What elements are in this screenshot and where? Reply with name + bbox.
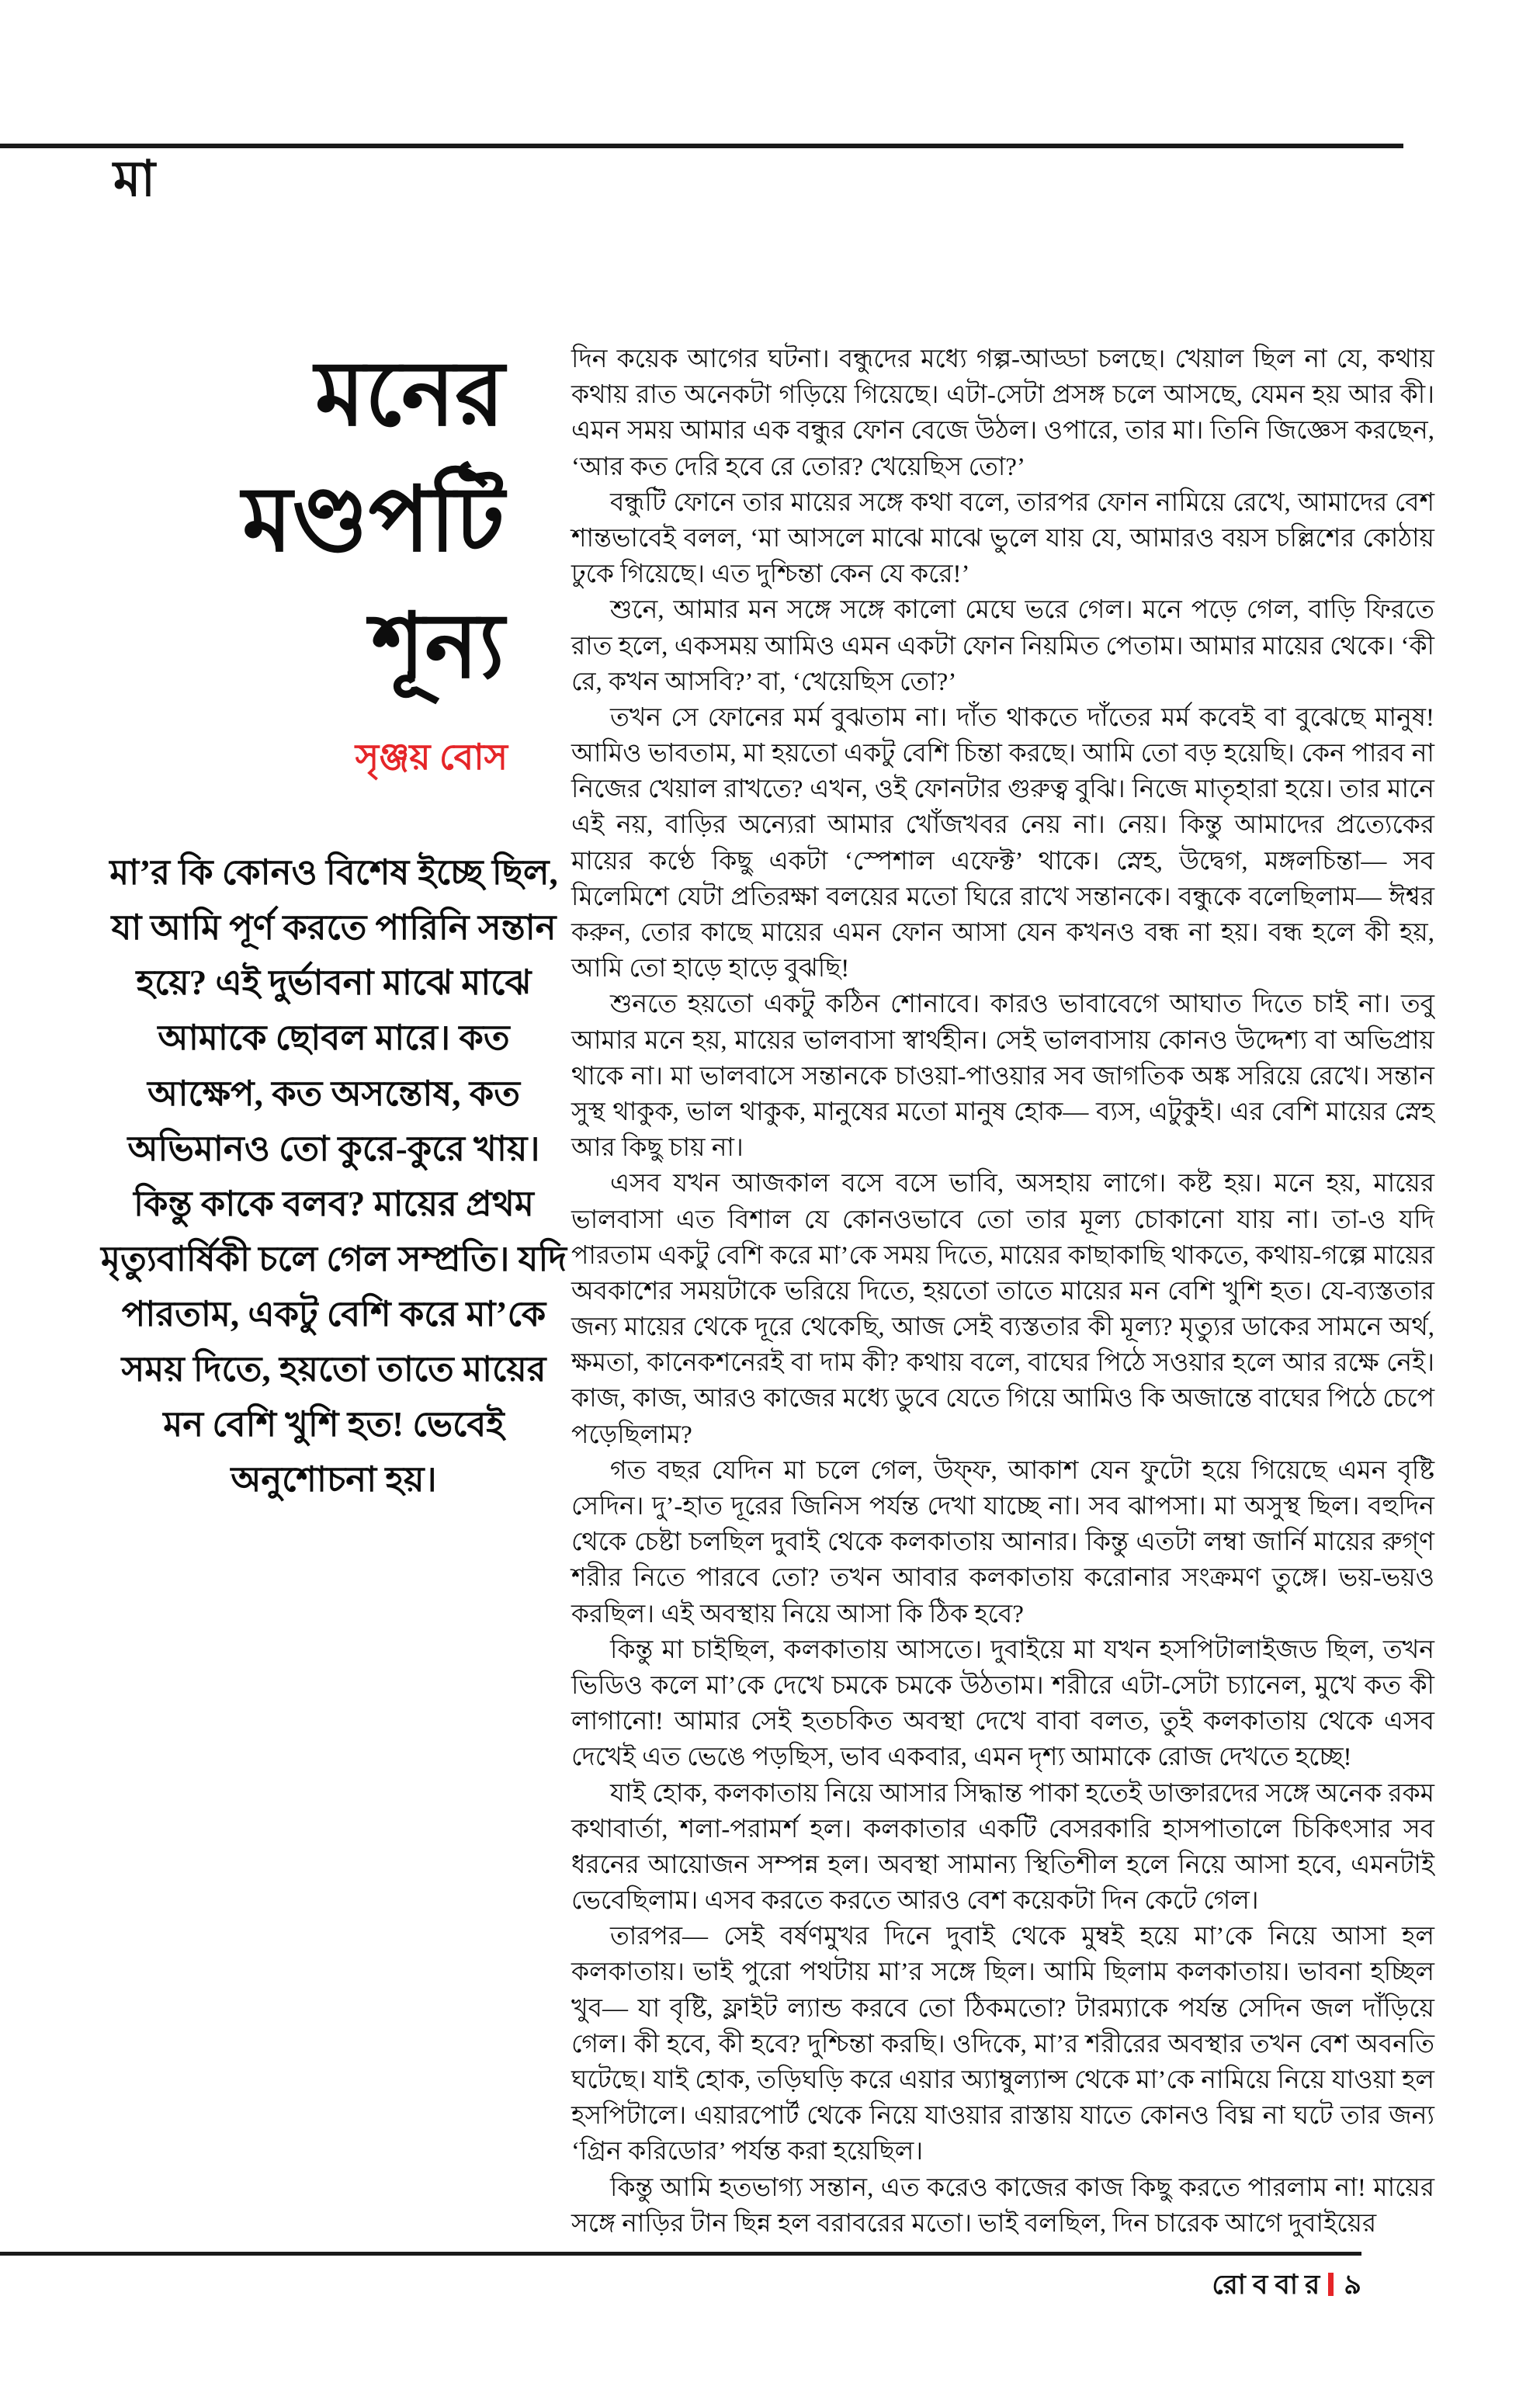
article-headline (99, 332, 568, 710)
headline-line-2: মণ্ডপটি (242, 471, 505, 571)
body-paragraph: দিন কয়েক আগের ঘটনা। বন্ধুদের মধ্যে গল্প-আড্ডা চলছে। খেয়াল ছিল না যে, কথায় কথায় রাত অনেকটা গড়িয়ে গিয়েছে। এটা-সেটা প্রসঙ্গ চলে আসছে, যেমন হয় আর কী। এমন সময় আমার এক বন্ধুর ফোন বেজে উঠল। ওপারে, তার মা। তিনি জিজ্ঞেস করছেন, ‘আর কত দেরি হবে রে তোর? খেয়েছিস তো?’ (571, 345, 1434, 481)
body-paragraph: শুনে, আমার মন সঙ্গে সঙ্গে কালো মেঘে ভরে গেল। মনে পড়ে গেল, বাড়ি ফিরতে রাত হলে, একসময় আমিও এমন একটা ফোন নিয়মিত পেতাম। আমার মায়ের থেকে। ‘কী রে, কখন আসবি?’ বা, ‘খেয়েছিস তো?’ (571, 596, 1434, 696)
body-paragraph: কিন্তু মা চাইছিল, কলকাতায় আসতে। দুবাইয়ে মা যখন হসপিটালাইজড ছিল, তখন ভিডিও কলে মা’কে দেখে চমকে চমকে উঠতাম। শরীরে এটা-সেটা চ্যানেল, মুখে কত কী লাগানো! আমার সেই হতচকিত অবস্থা দেখে বাবা বলত, তুই কলকাতায় থেকে এসব দেখেই এত ভেঙে পড়ছিস, ভাব একবার, এমন দৃশ্য আমাকে রোজ দেখতে হচ্ছে! (571, 1635, 1434, 1772)
body-paragraph: কিন্তু আমি হতভাগ্য সন্তান, এত করেও কাজের কাজ কিছু করতে পারলাম না! মায়ের সঙ্গে নাড়ির টান ছিন্ন হল বরাবরের মতো। ভাই বলছিল, দিন চারেক আগে দুবাইয়ের (571, 2173, 1434, 2238)
body-paragraph: এসব যখন আজকাল বসে বসে ভাবি, অসহায় লাগে। কষ্ট হয়। মনে হয়, মায়ের ভালবাসা এত বিশাল যে কোনওভাবে তো তার মূল্য চোকানো যায় না। তা-ও যদি পারতাম একটু বেশি করে মা’কে সময় দিতে, মায়ের কাছাকাছি থাকতে, কথায়-গল্পে মায়ের অবকাশের সময়টাকে ভরিয়ে দিতে, হয়তো তাতে মায়ের মন বেশি খুশি হত। যে-ব্যস্ততার জন্য মায়ের থেকে দূরে থেকেছি, আজ সেই ব্যস্ততার কী মূল্য? মৃত্যুর ডাকের সামনে অর্থ, ক্ষমতা, কানেকশনেরই বা দাম কী? কথায় বলে, বাঘের পিঠে সওয়ার হলে আর রক্ষে নেই। কাজ, কাজ, আরও কাজের মধ্যে ডুবে যেতে গিয়ে আমিও কি অজান্তে বাঘের পিঠে চেপে পড়েছিলাম? (571, 1170, 1434, 1449)
article-body (571, 342, 1434, 2242)
body-paragraph: তখন সে ফোনের মর্ম বুঝতাম না। দাঁত থাকতে দাঁতের মর্ম কবেই বা বুঝেছে মানুষ! আমিও ভাবতাম, মা হয়তো একটু বেশি চিন্তা করছে। আমি তো বড় হয়েছি। কেন পারব না নিজের খেয়াল রাখতে? এখন, ওই ফোনটার গুরুত্ব বুঝি। নিজে মাতৃহারা হয়ে। তার মানে এই নয়, বাড়ির অন্যেরা আমার খোঁজখবর নেয় না। নেয়। কিন্তু আমাদের প্রত্যেকের মায়ের কণ্ঠে কিছু একটা ‘স্পেশাল এফেক্ট’ থাকে। স্নেহ, উদ্বেগ, মঙ্গলচিন্তা— সব মিলেমিশে যেটা প্রতিরক্ষা বলয়ের মতো ঘিরে রাখে সন্তানকে। বন্ধুকে বলেছিলাম— ঈশ্বর করুন, তোর কাছে মায়ের এমন ফোন আসা যেন কখনও বন্ধ না হয়। বন্ধ হলে কী হয়, আমি তো হাড়ে হাড়ে বুঝছি! (571, 703, 1434, 983)
headline-line-3: শূন্য (371, 597, 505, 697)
body-paragraph: তারপর— সেই বর্ষণমুখর দিনে দুবাই থেকে মুম্বই হয়ে মা’কে নিয়ে আসা হল কলকাতায়। ভাই পুরো পথটায় মা’র সঙ্গে ছিল। আমি ছিলাম কলকাতায়। ভাবনা হচ্ছিল খুব— যা বৃষ্টি, ফ্লাইট ল্যান্ড করবে তো ঠিকমতো? টারম্যাকে পর্যন্ত সেদিন জল দাঁড়িয়ে গেল। কী হবে, কী হবে? দুশ্চিন্তা করছি। ওদিকে, মা’র শরীরের অবস্থার তখন বেশ অবনতি ঘটেছে। যাই হোক, তড়িঘড়ি করে এয়ার অ্যাম্বুল্যান্স থেকে মা’কে নামিয়ে নিয়ে যাওয়া হল হসপিটালে। এয়ারপোর্ট থেকে নিয়ে যাওয়ার রাস্তায় যাতে কোনও বিঘ্ন না ঘটে তার জন্য ‘গ্রিন করিডোর’ পর্যন্ত করা হয়েছিল। (571, 1923, 1434, 2166)
body-paragraph: বন্ধুটি ফোনে তার মায়ের সঙ্গে কথা বলে, তারপর ফোন নামিয়ে রেখে, আমাদের বেশ শান্তভাবেই বলল, ‘মা আসলে মাঝে মাঝে ভুলে যায় যে, আমারও বয়স চল্লিশের কোঠায় ঢুকে গিয়েছে। এত দুশ্চিন্তা কেন যে করে!’ (571, 488, 1434, 589)
body-paragraph: গত বছর যেদিন মা চলে গেল, উফ্‌ফ, আকাশ যেন ফুটো হয়ে গিয়েছে এমন বৃষ্টি সেদিন। দু’-হাত দূরের জিনিস পর্যন্ত দেখা যাচ্ছে না। সব ঝাপসা। মা অসুস্থ ছিল। বহুদিন থেকে চেষ্টা চলছিল দুবাই থেকে কলকাতায় আনার। কিন্তু এতটা লম্বা জার্নি মায়ের রুগ্‌ণ শরীর নিতে পারবে তো? তখন আবার কলকাতায় করোনার সংক্রমণ তুঙ্গে। ভয়-ভয়ও করছিল। এই অবস্থায় নিয়ে আসা কি ঠিক হবে? (571, 1456, 1434, 1628)
byline: সৃঞ্জয় বোস (355, 737, 508, 778)
magazine-name: রোববার (1212, 2270, 1327, 2300)
body-paragraph: যাই হোক, কলকাতায় নিয়ে আসার সিদ্ধান্ত পাকা হতেই ডাক্তারদের সঙ্গে অনেক রকম কথাবার্তা, শলা-পরামর্শ হল। কলকাতার একটি বেসরকারি হাসপাতালে চিকিৎসার সব ধরনের আয়োজন সম্পন্ন হল। অবস্থা সামান্য স্থিতিশীল হলে নিয়ে আসা হবে, এমনটাই ভেবেছিলাম। এসব করতে করতে আরও বেশ কয়েকটা দিন কেটে গেল। (571, 1779, 1434, 1916)
footer-separator-bar (1328, 2273, 1334, 2296)
body-paragraph: শুনতে হয়তো একটু কঠিন শোনাবে। কারও ভাবাবেগে আঘাত দিতে চাই না। তবু আমার মনে হয়, মায়ের ভালবাসা স্বার্থহীন। সেই ভালবাসায় কোনও উদ্দেশ্য বা অভিপ্রায় থাকে না। মা ভালবাসে সন্তানকে চাওয়া-পাওয়ার সব জাগতিক অঙ্ক সরিয়ে রেখে। সন্তান সুস্থ থাকুক, ভাল থাকুক, মানুষের মতো মানুষ হোক— ব্যস, এটুকুই। এর বেশি মায়ের স্নেহ আর কিছু চায় না। (571, 990, 1434, 1163)
standfirst: মা’র কি কোনও বিশেষ ইচ্ছে ছিল, যা আমি পূর্ণ করতে পারিনি সন্তান হয়ে? এই দুর্ভাবনা মাঝে মাঝে আমাকে ছোবল মারে। কত আক্ষেপ, কত অসন্তোষ, কত অভিমানও তো কুরে-কুরে খায়। কিন্তু কাকে বলব? মায়ের প্রথম মৃত্যুবার্ষিকী চলে গেল সম্প্রতি। যদি পারতাম, একটু বেশি করে মা’কে সময় দিতে, হয়তো তাতে মায়ের মন বেশি খুশি হত! ভেবেই অনুশোচনা হয়। (101, 853, 567, 1500)
section-label: মা (113, 151, 156, 206)
headline-column (99, 332, 568, 1507)
page-number: ৯ (1344, 2270, 1361, 2300)
page-footer (0, 2263, 1361, 2309)
top-rule (0, 144, 1403, 148)
headline-line-1: মনের (314, 345, 505, 445)
footer-rule (0, 2252, 1361, 2256)
